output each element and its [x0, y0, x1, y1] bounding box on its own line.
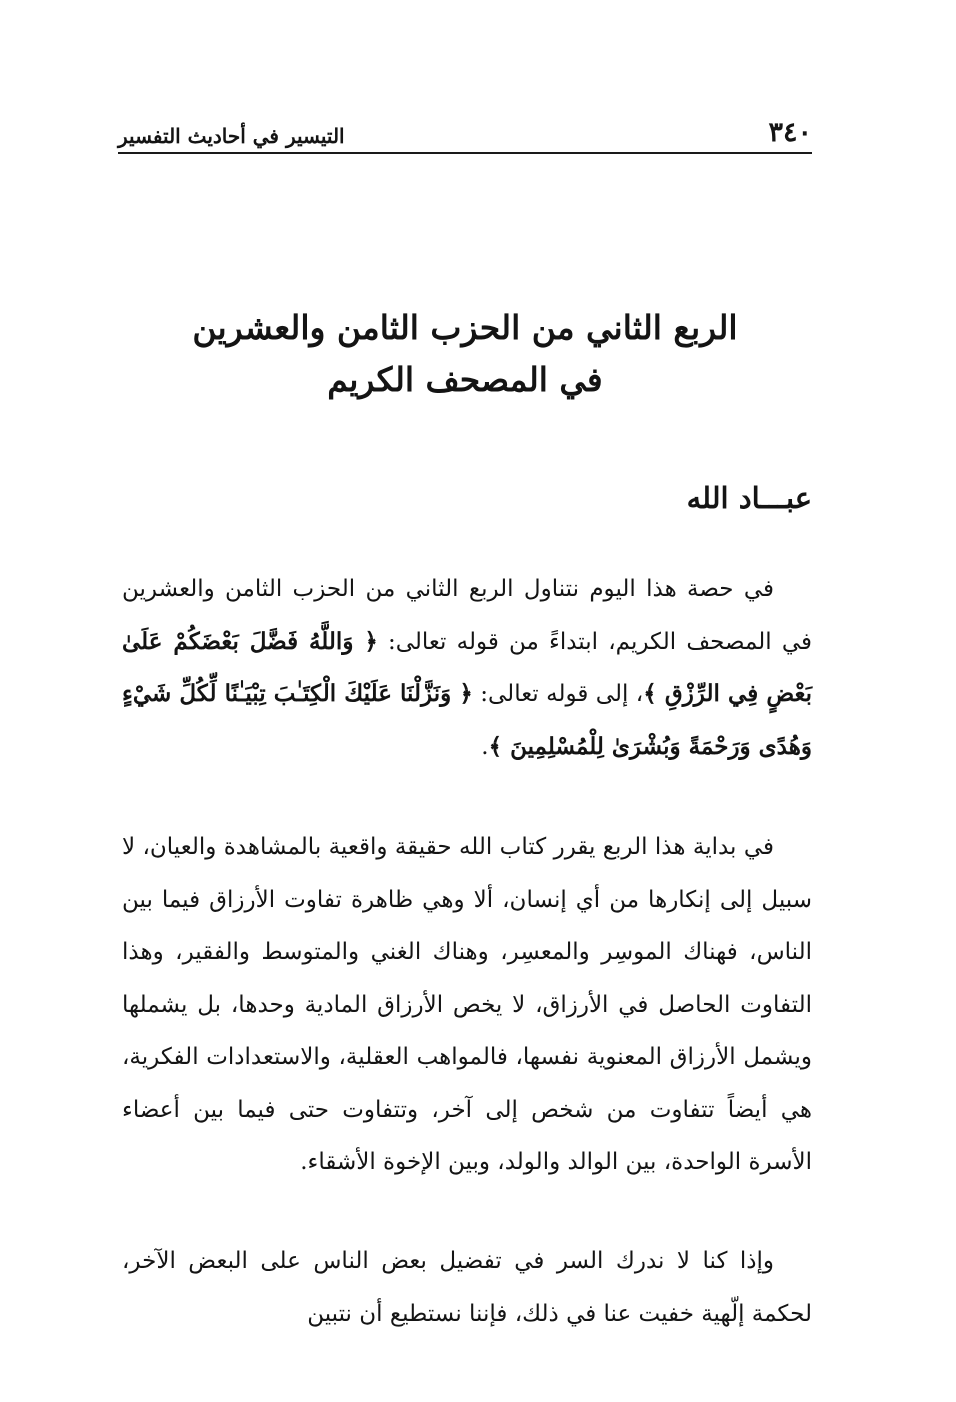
paragraph-body-1: في بداية هذا الربع يقرر كتاب الله حقيقة واقعية بالمشاهدة والعيان، لا سبيل إلى إنكارها من أي إنسان، ألا وهي ظاهرة تفاوت الأرزاق فيما بين الناس، فهناك الموسِر والمعسِر، وهناك الغني والمتوسط والفقير، وهذا التفاوت الحاصل في الأرزاق، لا يخص الأرزاق المادية وحدها، بل يشملها ويشمل الأرزاق المعنوية نفسها، فالمواهب العقلية، والاستعدادات الفكرية، هي أيضاً تتفاوت من شخص إلى آخر، وتتفاوت حتى فيما بين أعضاء الأسرة الواحدة، بين الوالد والولد، وبين الإخوة الأشقاء.: [122, 834, 812, 1175]
quran-verse-end: ﴿ وَنَزَّلْنَا عَلَيْكَ الْكِتَـٰبَ تِبْيَـٰنًا لِّكُلِّ شَيْءٍ وَهُدًى وَرَحْمَةً وَبُشْرَىٰ لِلْمُسْلِمِينَ ﴾: [122, 680, 812, 760]
chapter-title-line-1: الربع الثاني من الحزب الثامن والعشرين: [192, 308, 738, 347]
chapter-title: [118, 302, 812, 406]
intro-connector: ، إلى قوله تعالى:: [472, 681, 644, 707]
running-header: [118, 112, 812, 154]
intro-text: في حصة هذا اليوم نتناول الربع الثاني من الحزب الثامن والعشرين في المصحف الكريم، ابتداءً من قوله تعالى:: [122, 576, 812, 655]
chapter-title-line-2: في المصحف الكريم: [327, 360, 603, 399]
paragraph-intro: [122, 563, 812, 773]
book-title: التيسير في أحاديث التفسير: [118, 124, 345, 148]
quran-verse-start: ﴿ وَاللَّهُ فَضَّلَ بَعْضَكُمْ عَلَىٰ بَعْضٍ فِي الرِّزْقِ ﴾: [122, 627, 812, 707]
page-number: ٣٤٠: [768, 117, 812, 148]
paragraph-body-2: وإذا كنا لا ندرك السر في تفضيل بعض الناس على البعض الآخر، لحكمة إلّهية خفيت عنا في ذلك، فإننا نستطيع أن نتبين: [122, 1248, 812, 1327]
intro-period: .: [481, 733, 489, 760]
section-heading: عبـــاد الله: [686, 481, 812, 515]
